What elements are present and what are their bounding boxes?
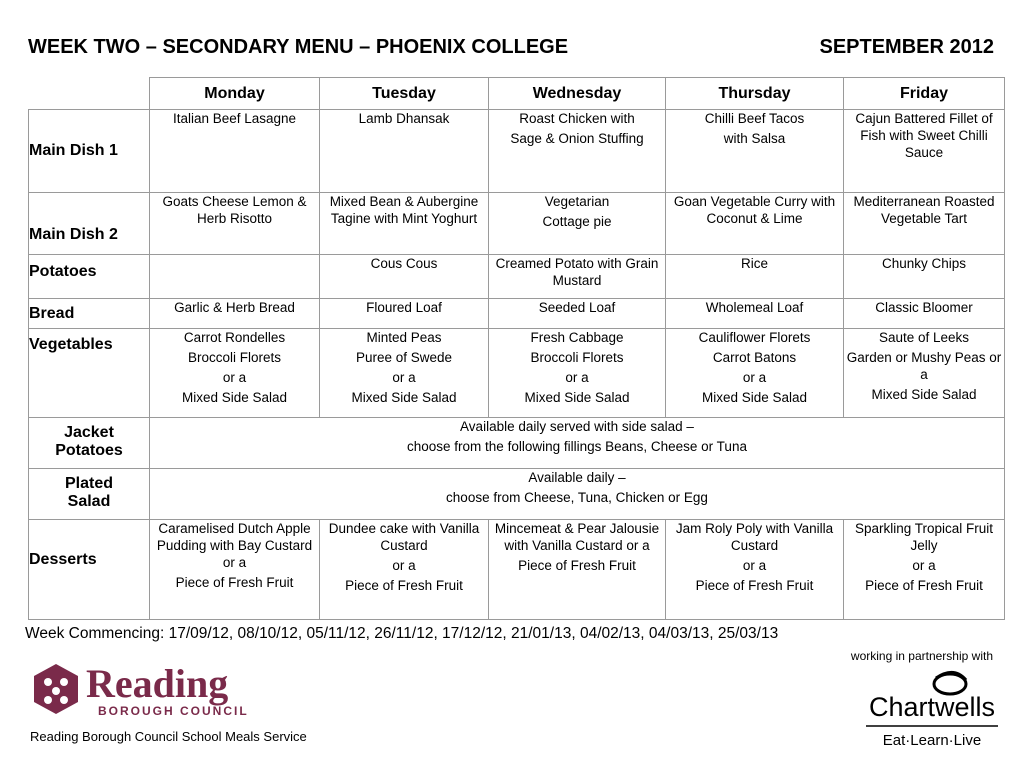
day-tuesday: Tuesday (320, 78, 489, 110)
row-plated-salad (29, 469, 1005, 520)
menu-cell: Chilli Beef Tacos with Salsa (666, 110, 844, 193)
menu-cell: Rice (666, 255, 844, 299)
menu-cell: Vegetarian Cottage pie (489, 193, 666, 255)
page-title: WEEK TWO – SECONDARY MENU – PHOENIX COLLEGE (28, 36, 569, 58)
menu-table (28, 77, 1005, 620)
partnership-text: working in partnership with (850, 649, 993, 663)
day-header-row (29, 78, 1005, 110)
row-label: Bread (29, 299, 150, 329)
row-main-dish-2 (29, 193, 1005, 255)
menu-cell: Italian Beef Lasagne (150, 110, 320, 193)
reading-borough-council-logo (28, 660, 290, 720)
menu-cell: Caramelised Dutch Apple Pudding with Bay Custard or a Piece of Fresh Fruit (150, 520, 320, 620)
menu-cell: Goats Cheese Lemon & Herb Risotto (150, 193, 320, 255)
menu-cell: Goan Vegetable Curry with Coconut & Lime (666, 193, 844, 255)
menu-cell: Floured Loaf (320, 299, 489, 329)
menu-cell: Garlic & Herb Bread (150, 299, 320, 329)
menu-cell: Sparkling Tropical Fruit Jelly or a Piece of Fresh Fruit (844, 520, 1005, 620)
chartwells-word: Chartwells (868, 692, 996, 722)
menu-cell: Lamb Dhansak (320, 110, 489, 193)
council-service-text: Reading Borough Council School Meals Service (30, 729, 307, 744)
row-label: Jacket Potatoes (29, 418, 150, 469)
menu-cell: Wholemeal Loaf (666, 299, 844, 329)
header-corner (29, 78, 150, 110)
row-bread (29, 299, 1005, 329)
jacket-info: Available daily served with side salad – choose from the following fillings Beans, Cheese or Tuna (150, 418, 1005, 469)
day-thursday: Thursday (666, 78, 844, 110)
row-label: Main Dish 2 (29, 193, 150, 255)
menu-cell (150, 255, 320, 299)
menu-cell: Cajun Battered Fillet of Fish with Sweet Chilli Sauce (844, 110, 1005, 193)
menu-cell: Dundee cake with Vanilla Custard or a Piece of Fresh Fruit (320, 520, 489, 620)
row-potatoes (29, 255, 1005, 299)
menu-cell: Fresh Cabbage Broccoli Florets or a Mixed Side Salad (489, 329, 666, 418)
day-friday: Friday (844, 78, 1005, 110)
menu-cell: Creamed Potato with Grain Mustard (489, 255, 666, 299)
menu-cell: Carrot Rondelles Broccoli Florets or a Mixed Side Salad (150, 329, 320, 418)
row-label: Plated Salad (29, 469, 150, 520)
row-label: Potatoes (29, 255, 150, 299)
menu-cell: Mixed Bean & Aubergine Tagine with Mint Yoghurt (320, 193, 489, 255)
row-label: Desserts (29, 520, 150, 620)
row-vegetables (29, 329, 1005, 418)
day-wednesday: Wednesday (489, 78, 666, 110)
menu-cell: Classic Bloomer (844, 299, 1005, 329)
row-main-dish-1 (29, 110, 1005, 193)
salad-info: Available daily – choose from Cheese, Tuna, Chicken or Egg (150, 469, 1005, 520)
chartwells-logo (862, 664, 1002, 750)
menu-cell: Seeded Loaf (489, 299, 666, 329)
row-label: Vegetables (29, 329, 150, 418)
row-desserts (29, 520, 1005, 620)
day-monday: Monday (150, 78, 320, 110)
menu-cell: Roast Chicken with Sage & Onion Stuffing (489, 110, 666, 193)
row-label: Main Dish 1 (29, 110, 150, 193)
row-jacket-potatoes (29, 418, 1005, 469)
menu-cell: Cauliflower Florets Carrot Batons or a Mixed Side Salad (666, 329, 844, 418)
menu-cell: Jam Roly Poly with Vanilla Custard or a Piece of Fresh Fruit (666, 520, 844, 620)
menu-cell: Minted Peas Puree of Swede or a Mixed Side Salad (320, 329, 489, 418)
chartwells-tagline: Eat·Learn·Live (882, 732, 982, 749)
menu-month: SEPTEMBER 2012 (819, 36, 994, 58)
week-commencing-dates: Week Commencing: 17/09/12, 08/10/12, 05/11/12, 26/11/12, 17/12/12, 21/01/13, 04/02/13, 04/03/13, 25/03/13 (25, 625, 779, 642)
council-logo-word: Reading (86, 661, 229, 706)
menu-cell: Saute of Leeks Garden or Mushy Peas or a Mixed Side Salad (844, 329, 1005, 418)
menu-cell: Mediterranean Roasted Vegetable Tart (844, 193, 1005, 255)
menu-cell: Mincemeat & Pear Jalousie with Vanilla Custard or a Piece of Fresh Fruit (489, 520, 666, 620)
council-logo-sub: BOROUGH COUNCIL (98, 704, 249, 718)
menu-cell: Chunky Chips (844, 255, 1005, 299)
menu-cell: Cous Cous (320, 255, 489, 299)
chartwells-swirl-icon (934, 672, 966, 694)
